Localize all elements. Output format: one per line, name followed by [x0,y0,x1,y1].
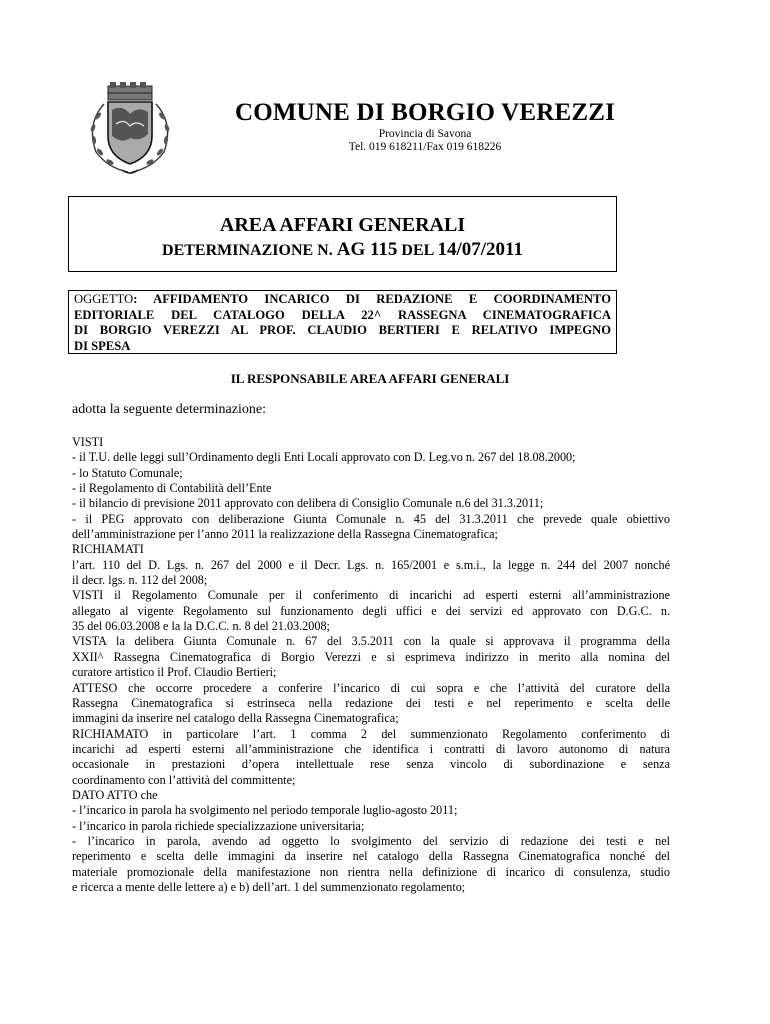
body-line: - l’incarico in parola richiede specializzazione universitaria; [72,818,365,833]
body-line: VISTI il Regolamento Comunale per il conferimento di incarichi ad esperti esterni all’amministrazione [72,588,670,603]
body-line: 35 del 06.03.2008 e la la D.C.C. n. 8 del 21.03.2008; [72,619,330,634]
body-line: coordinamento con l’attività del committente; [72,772,296,787]
body-line: - il PEG approvato con deliberazione Giunta Comunale n. 45 del 31.3.2011 che prevede quale obiettivo [72,511,670,526]
body-line: XXII^ Rassegna Cinematografica di Borgio Verezzi e si esprimeva indirizzo in merito alla nomina del [72,649,670,664]
body-line: immagini da inserire nel catalogo della Rassegna Cinematografica; [72,711,399,726]
subject-line: DI SPESA [74,338,131,353]
body-line: - il bilancio di previsione 2011 approvato con delibera di Consiglio Comunale n.6 del 31.3.2011; [72,496,544,511]
area-title: AREA AFFARI GENERALI [219,214,466,236]
province-line: Provincia di Savona [378,128,472,140]
body-line: reperimento e scelta delle immagini da inserire nel catalogo della Rassegna Cinematografica nonché del [72,849,670,864]
body-line: RICHIAMATI [72,542,144,557]
determination-date: 14/07/2011 [437,239,523,260]
body-line: ATTESO che occorre procedere a conferire l’incarico di cui sopra e che l’attività del curatore della [72,680,670,695]
municipal-crest-icon [78,80,182,178]
body-line: dell’amministrazione per l’anno 2011 la realizzazione della Rassegna Cinematografica; [72,527,498,542]
subject-line [74,292,611,308]
determination-header-box [68,196,617,272]
body-line: - il Regolamento di Contabilità dell’Ente [72,481,272,496]
body-line: e ricerca a mente delle lettere a) e b) dell’art. 1 del summenzionato regolamento; [72,879,466,894]
determination-id: AG 115 [336,239,398,260]
body-line: VISTA la delibera Giunta Comunale n. 67 del 3.5.2011 con la quale si approvava il programma della [72,634,670,649]
body-line: RICHIAMATO in particolare l’art. 1 comma 2 del summenzionato Regolamento conferimento di [72,726,670,741]
body-line: VISTI [72,435,104,449]
body-line: Rassegna Cinematografica si estrinseca nella redazione dei testi e nel reperimento e scelta delle [72,695,670,710]
determination-label: DETERMINAZIONE N. [162,242,333,259]
subject-label: OGGETTO [74,292,134,306]
section-heading: IL RESPONSABILE AREA AFFARI GENERALI [230,371,510,386]
subject-text: : AFFIDAMENTO INCARICO DI REDAZIONE E COORDINAMENTO [133,292,611,306]
body-line: occasionale in prestazioni d’opera intellettuale rese senza vincolo di subordinazione e senza [72,757,670,772]
body-line: - il T.U. delle leggi sull’Ordinamento degli Enti Locali approvato con D. Leg.vo n. 267 del 18.08.2000; [72,450,576,465]
municipality-title: COMUNE DI BORGIO VEREZZI [234,99,616,126]
determination-number [69,240,616,261]
del-label: DEL [401,242,434,259]
body-line: - lo Statuto Comunale; [72,465,183,480]
subject-line: DI BORGIO VEREZZI AL PROF. CLAUDIO BERTIERI E RELATIVO IMPEGNO [74,323,611,337]
body-line: allegato al vigente Regolamento sul funzionamento degli uffici e dei servizi ed approvato con D.G.C. n. [72,603,670,618]
subject-box [68,290,617,354]
intro-text: adotta la seguente determinazione: [72,402,266,417]
body-line: l’art. 110 del D. Lgs. n. 267 del 2000 e il Decr. Lgs. n. 165/2001 e s.m.i., la legge n. 244 del 2007 nonché [72,557,670,572]
body-line: incarichi ad esperti esterni all’amministrazione che identifica i contratti di lavoro autonomo di natura [72,741,670,756]
body-line: - l’incarico in parola ha svolgimento nel periodo temporale luglio-agosto 2011; [72,803,458,818]
body-line: - l’incarico in parola, avendo ad oggetto lo svolgimento del servizio di redazione dei testi e nel [72,833,670,848]
document-body [72,435,670,895]
letterhead [225,98,625,154]
body-line: DATO ATTO che [72,787,158,802]
body-line: materiale promozionale della manifestazione non rientra nella definizione di incarico di consulenza, studio [72,864,670,879]
body-line: il decr. lgs. n. 112 del 2008; [72,573,208,588]
subject-line: EDITORIALE DEL CATALOGO DELLA 22^ RASSEGNA CINEMATOGRAFICA [74,307,611,322]
phone-fax-line: Tel. 019 618211/Fax 019 618226 [348,141,502,153]
body-line: curatore artistico il Prof. Claudio Bertieri; [72,665,277,680]
